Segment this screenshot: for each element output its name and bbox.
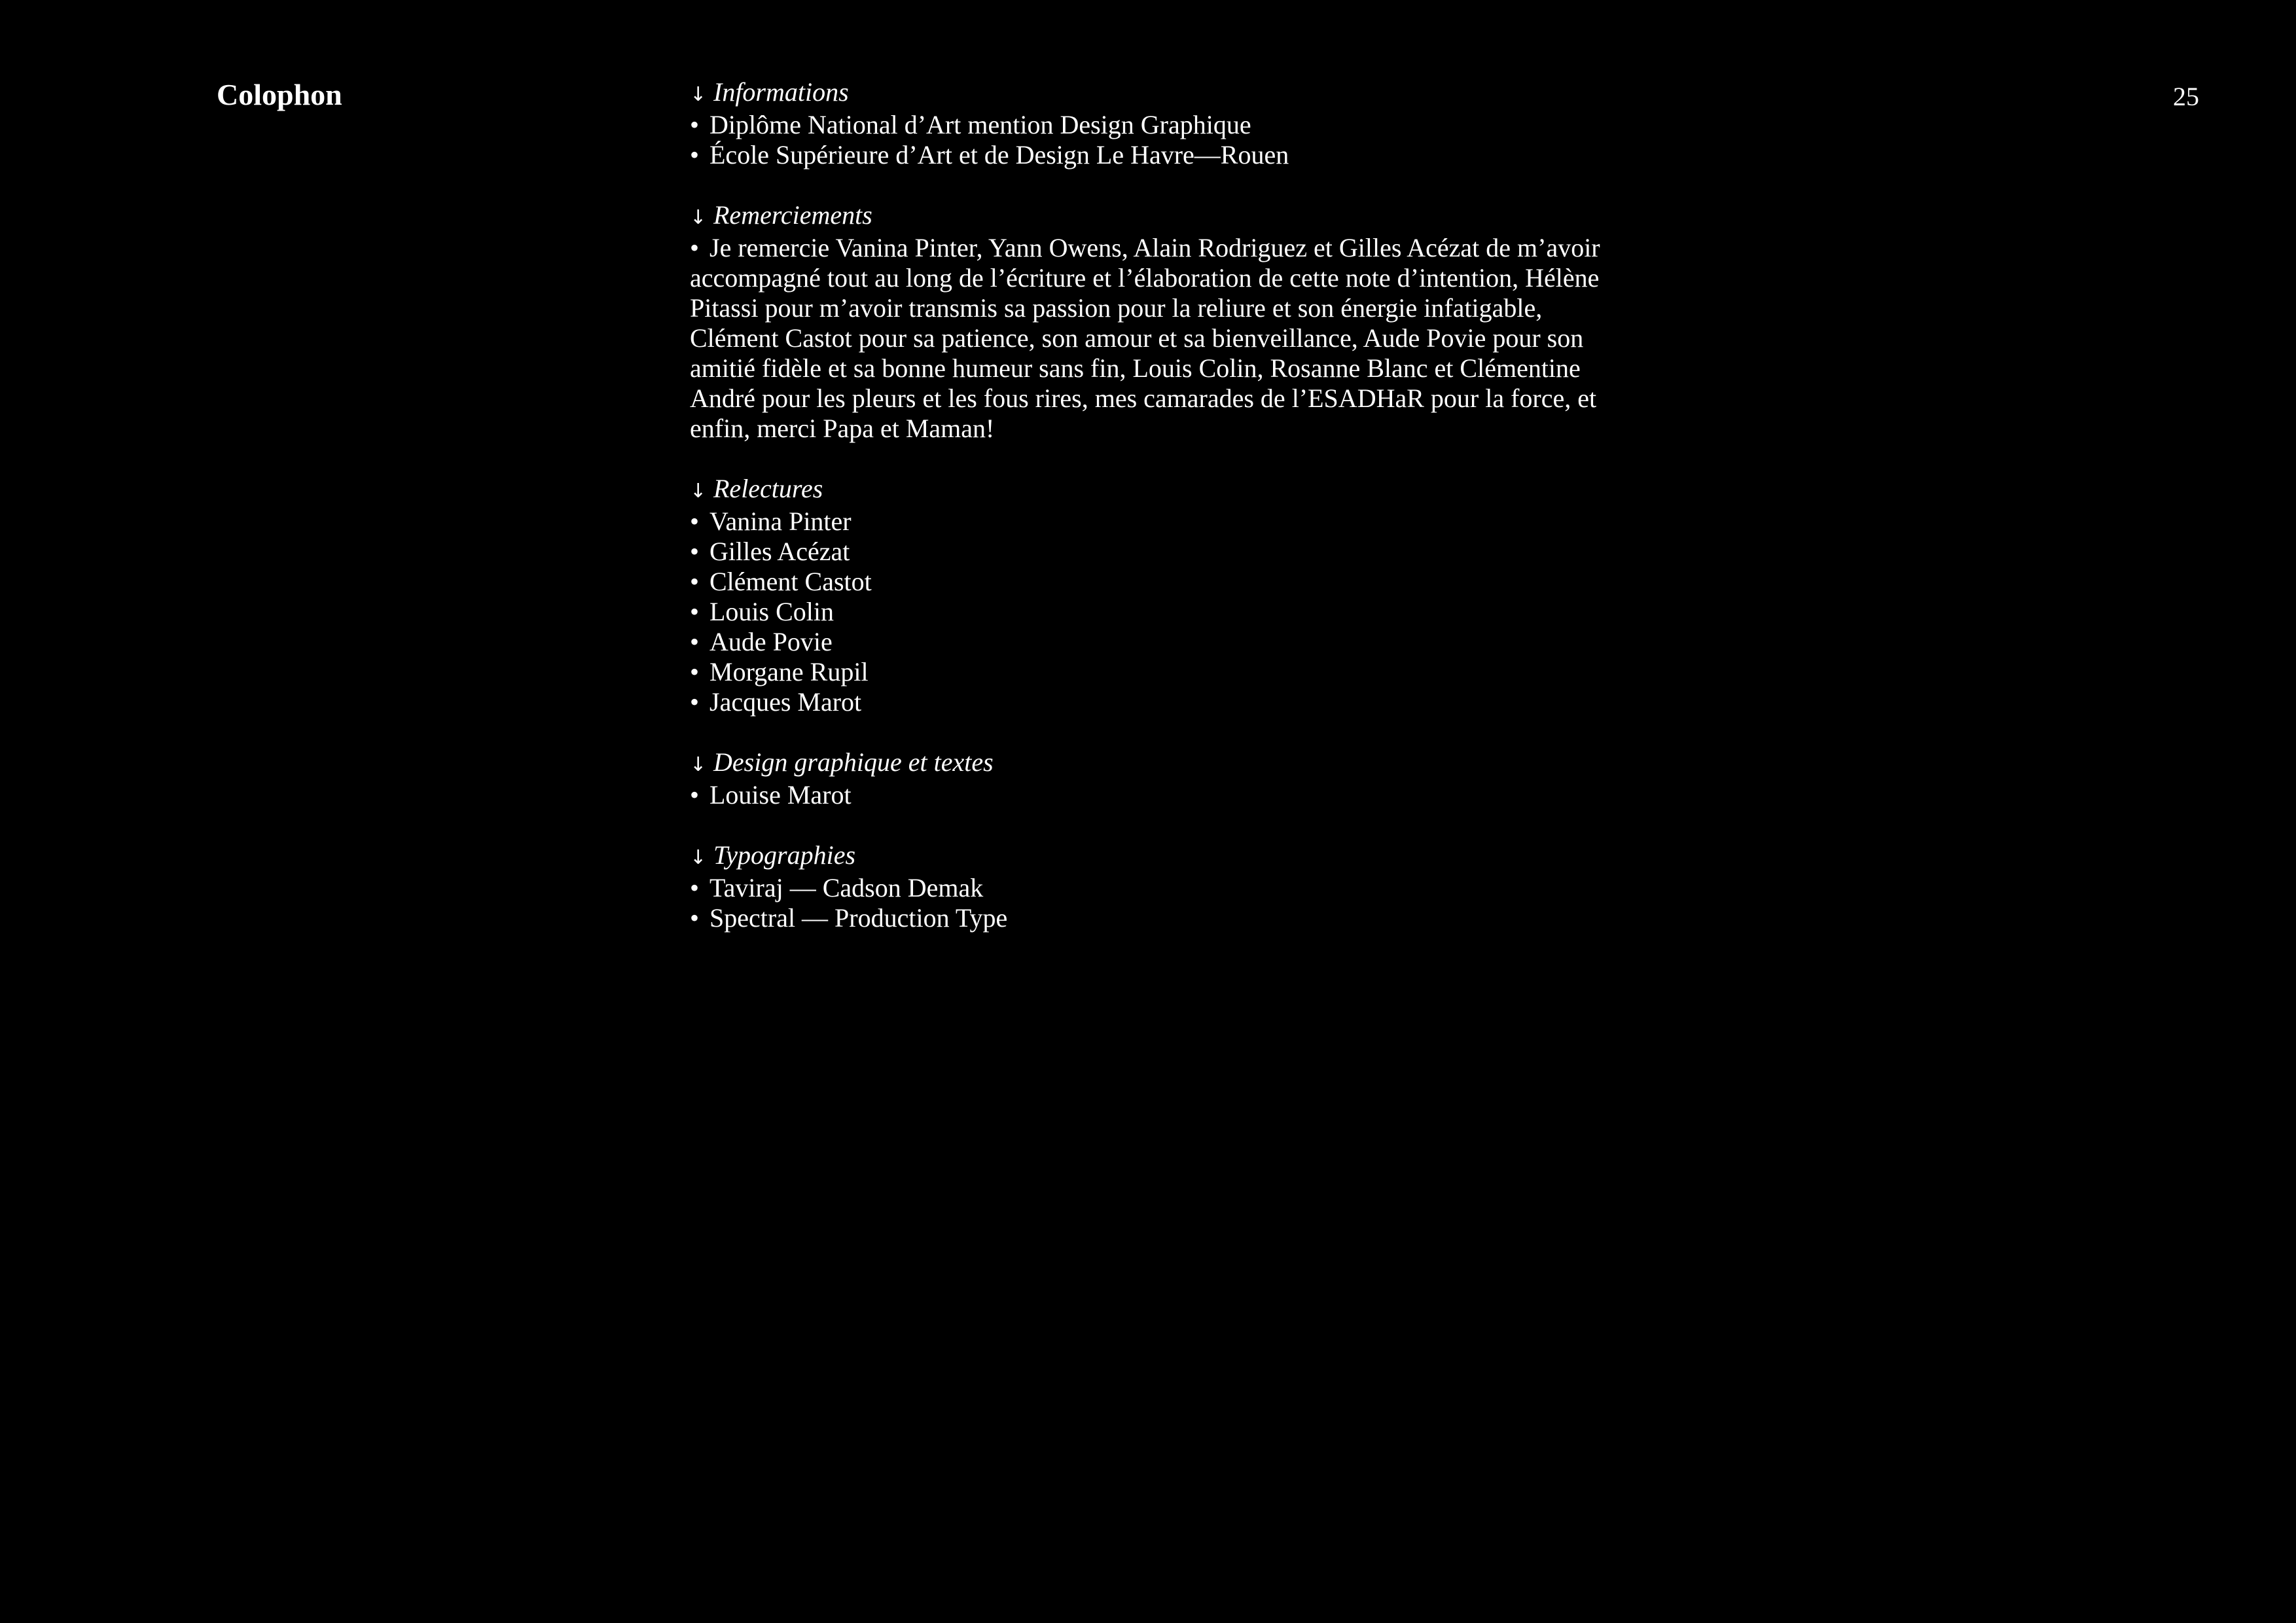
list-item bbox=[690, 903, 1619, 933]
arrow-down-icon: ↓ bbox=[690, 83, 707, 106]
bullet-icon: • bbox=[690, 140, 700, 169]
bullet-icon: • bbox=[690, 537, 700, 566]
section-title bbox=[690, 77, 1619, 110]
list-item-text: Jacques Marot bbox=[709, 687, 862, 717]
bullet-icon: • bbox=[690, 597, 700, 626]
section-title-text: Remerciements bbox=[713, 200, 872, 230]
list-item bbox=[690, 110, 1619, 140]
page-title: Colophon bbox=[217, 78, 342, 111]
list-item-text: Taviraj — Cadson Demak bbox=[709, 873, 984, 902]
list-item-text: Diplôme National d’Art mention Design Graphique bbox=[709, 110, 1251, 139]
section-remerciements bbox=[690, 200, 1619, 444]
informations-list bbox=[690, 110, 1619, 170]
bullet-icon: • bbox=[690, 567, 700, 596]
list-item bbox=[690, 873, 1619, 903]
section-relectures bbox=[690, 474, 1619, 717]
section-title bbox=[690, 840, 1619, 873]
section-title-text: Relectures bbox=[713, 474, 823, 503]
section-title bbox=[690, 474, 1619, 507]
section-design bbox=[690, 747, 1619, 810]
section-title-text: Design graphique et textes bbox=[713, 747, 994, 777]
list-item-text: Vanina Pinter bbox=[709, 507, 852, 536]
section-typographies bbox=[690, 840, 1619, 933]
bullet-icon: • bbox=[690, 687, 700, 717]
list-item bbox=[690, 780, 1619, 810]
list-item bbox=[690, 627, 1619, 657]
list-item bbox=[690, 507, 1619, 537]
list-item bbox=[690, 657, 1619, 687]
bullet-icon: • bbox=[690, 873, 700, 902]
design-list bbox=[690, 780, 1619, 810]
list-item bbox=[690, 537, 1619, 567]
list-item-text: Clément Castot bbox=[709, 567, 872, 596]
relectures-list bbox=[690, 507, 1619, 717]
section-title-text: Informations bbox=[713, 77, 849, 107]
section-title-text: Typographies bbox=[713, 840, 856, 870]
list-item bbox=[690, 597, 1619, 627]
typographies-list bbox=[690, 873, 1619, 933]
list-item-text: Gilles Acézat bbox=[709, 537, 850, 566]
list-item-text: Louis Colin bbox=[709, 597, 834, 626]
arrow-down-icon: ↓ bbox=[690, 480, 707, 503]
bullet-icon: • bbox=[690, 507, 700, 536]
list-item bbox=[690, 687, 1619, 717]
bullet-icon: • bbox=[690, 233, 700, 262]
bullet-icon: • bbox=[690, 780, 700, 810]
page-number: 25 bbox=[2173, 82, 2199, 111]
arrow-down-icon: ↓ bbox=[690, 753, 707, 776]
list-item-text: Aude Povie bbox=[709, 627, 833, 656]
bullet-icon: • bbox=[690, 903, 700, 933]
section-informations bbox=[690, 77, 1619, 170]
list-item-text: Morgane Rupil bbox=[709, 657, 869, 687]
list-item-text: Louise Marot bbox=[709, 780, 852, 810]
section-title bbox=[690, 747, 1619, 780]
colophon-content bbox=[690, 77, 1619, 963]
section-title bbox=[690, 200, 1619, 233]
bullet-icon: • bbox=[690, 657, 700, 687]
bullet-icon: • bbox=[690, 110, 700, 139]
list-item bbox=[690, 567, 1619, 597]
list-item-text: École Supérieure d’Art et de Design Le Havre—Rouen bbox=[709, 140, 1289, 169]
bullet-icon: • bbox=[690, 627, 700, 656]
arrow-down-icon: ↓ bbox=[690, 846, 707, 869]
arrow-down-icon: ↓ bbox=[690, 206, 707, 229]
list-item-text: Spectral — Production Type bbox=[709, 903, 1008, 933]
acknowledgements-text: Je remercie Vanina Pinter, Yann Owens, Alain Rodriguez et Gilles Acézat de m’avoir accompagné tout au long de l’écriture et l’élaboration de cette note d’intention, Hélène Pitassi pour m’avoir transmis sa passion pour la reliure et son énergie infatigable, Clément Castot pour sa patience, son amour et sa bienveillance, Aude Povie pour son amitié fidèle et sa bonne humeur sans fin, Louis Colin, Rosanne Blanc et Clémentine André pour les pleurs et les fous rires, mes camarades de l’ESADHaR pour la force, et enfin, merci Papa et Maman! bbox=[690, 233, 1600, 443]
acknowledgements-paragraph bbox=[690, 233, 1613, 444]
list-item bbox=[690, 140, 1619, 170]
